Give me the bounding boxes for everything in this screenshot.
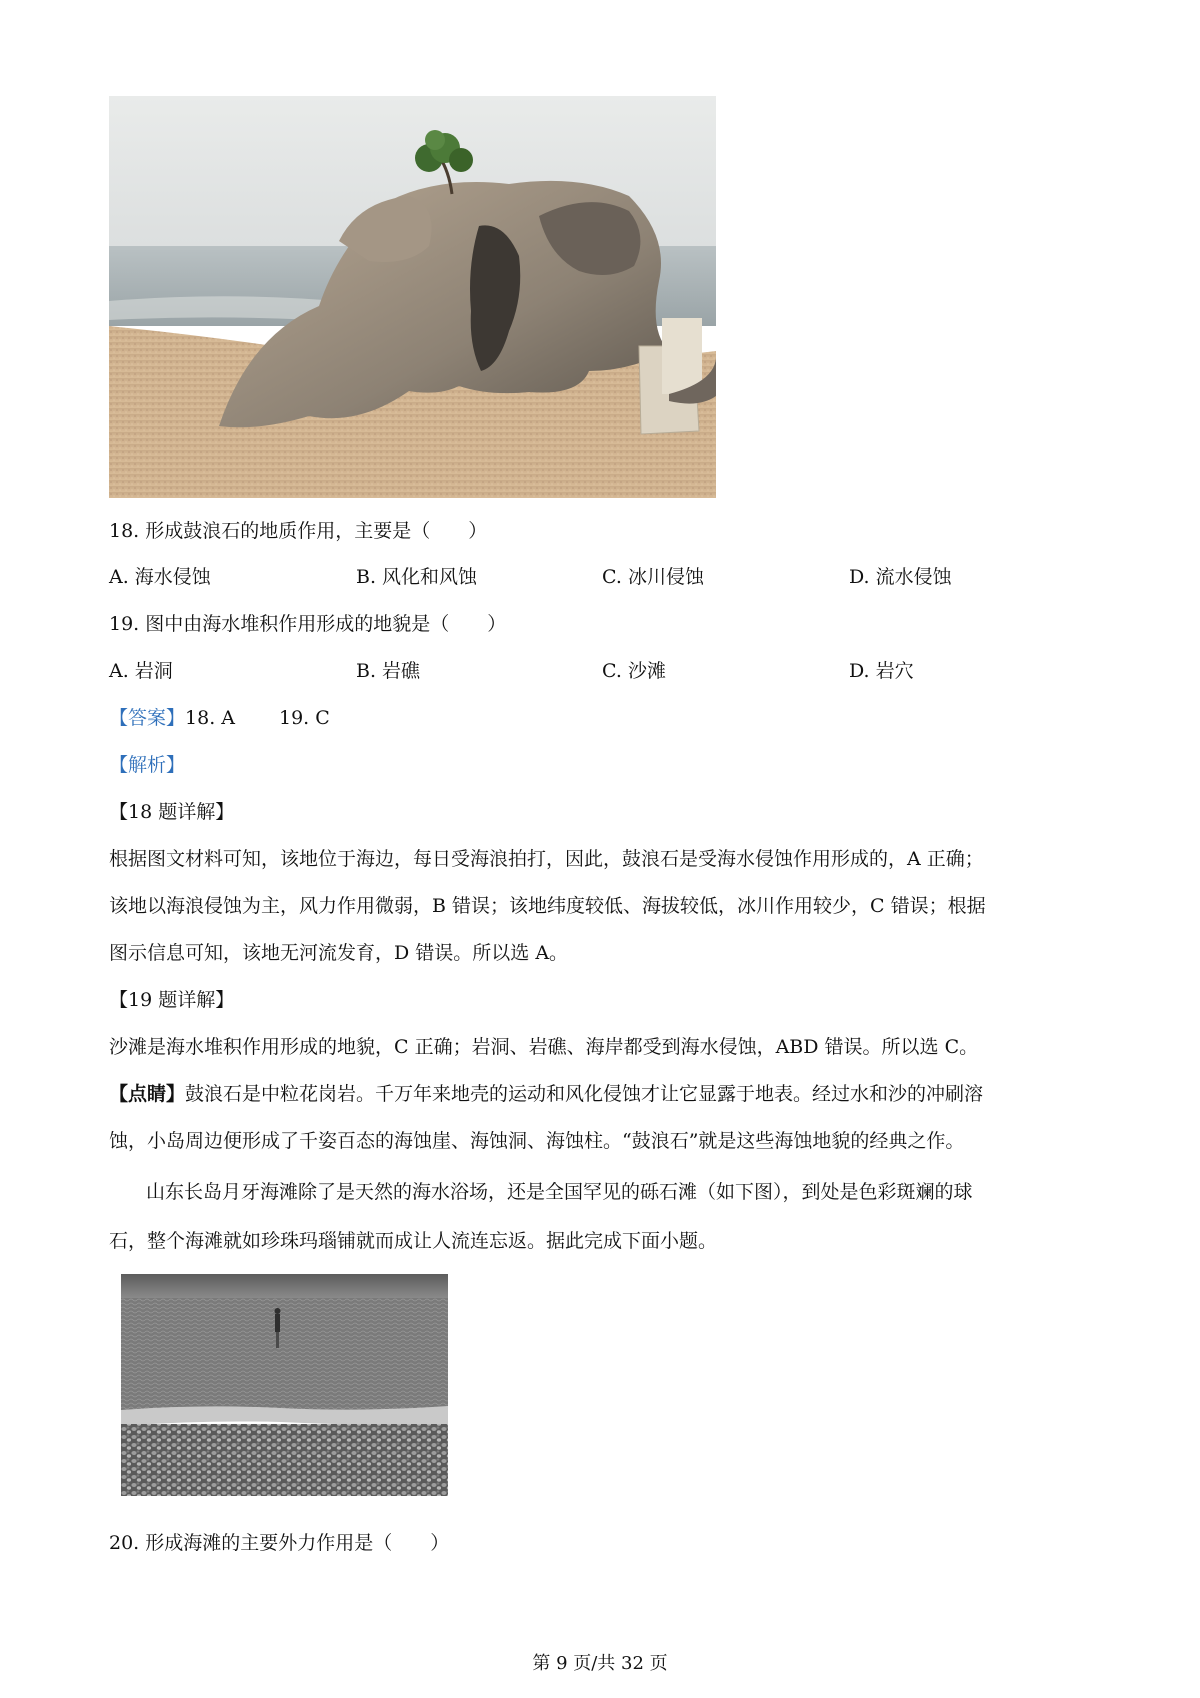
page-footer: 第 9 页/共 32 页 [532, 1653, 668, 1674]
q18-option-c: C. 冰川侵蚀 [602, 566, 704, 588]
note-text-1: 鼓浪石是中粒花岗岩。千万年来地壳的运动和风化侵蚀才让它显露于地表。经过水和沙的冲刷溶 [185, 1083, 984, 1105]
detail-18-line-2: 该地以海浪侵蚀为主，风力作用微弱，B 错误；该地纬度较低、海拔较低，冰川作用较少，C 错误；根据 [109, 895, 986, 917]
detail-19-heading: 【19 题详解】 [109, 989, 235, 1011]
q18-option-d: D. 流水侵蚀 [849, 566, 952, 588]
pebble-beach-photo [121, 1274, 448, 1496]
note-line-2: 蚀，小岛周边便形成了千姿百态的海蚀崖、海蚀洞、海蚀柱。“鼓浪石”就是这些海蚀地貌的经典之作。 [109, 1130, 965, 1152]
answer-line [109, 705, 330, 731]
note-label: 【点睛】 [109, 1083, 186, 1105]
q18-option-a: A. 海水侵蚀 [109, 566, 211, 588]
question-20-stem: 20. 形成海滩的主要外力作用是（ ） [109, 1532, 450, 1554]
answer-19: 19. C [279, 707, 330, 729]
detail-18-line-3: 图示信息可知，该地无河流发育，D 错误。所以选 A。 [109, 942, 569, 964]
answer-label: 【答案】 [109, 707, 186, 729]
material-line-2: 石，整个海滩就如珍珠玛瑙铺就而成让人流连忘返。据此完成下面小题。 [109, 1230, 718, 1252]
detail-18-heading: 【18 题详解】 [109, 801, 235, 823]
q19-option-a: A. 岩洞 [109, 660, 173, 682]
gulangshi-illustration [109, 96, 716, 498]
detail-18-line-1: 根据图文材料可知，该地位于海边，每日受海浪拍打，因此，鼓浪石是受海水侵蚀作用形成的，A 正确； [109, 848, 984, 870]
question-18-stem: 18. 形成鼓浪石的地质作用，主要是（ ） [109, 520, 488, 542]
answer-18: 18. A [185, 707, 235, 729]
q19-option-d: D. 岩穴 [849, 660, 914, 682]
detail-19-line: 沙滩是海水堆积作用形成的地貌，C 正确；岩洞、岩礁、海岸都受到海水侵蚀，ABD 错误。所以选 C。 [109, 1036, 979, 1058]
question-19-stem: 19. 图中由海水堆积作用形成的地貌是（ ） [109, 613, 507, 635]
material-line-1: 山东长岛月牙海滩除了是天然的海水浴场，还是全国罕见的砾石滩（如下图），到处是色彩斑斓的球 [146, 1181, 973, 1203]
analysis-label: 【解析】 [109, 754, 186, 776]
gulangshi-photo [109, 96, 716, 498]
q18-option-b: B. 风化和风蚀 [356, 566, 478, 588]
q19-option-b: B. 岩礁 [356, 660, 421, 682]
pebble-beach-illustration [121, 1274, 448, 1496]
q19-option-c: C. 沙滩 [602, 660, 666, 682]
note-line-1 [109, 1081, 983, 1107]
